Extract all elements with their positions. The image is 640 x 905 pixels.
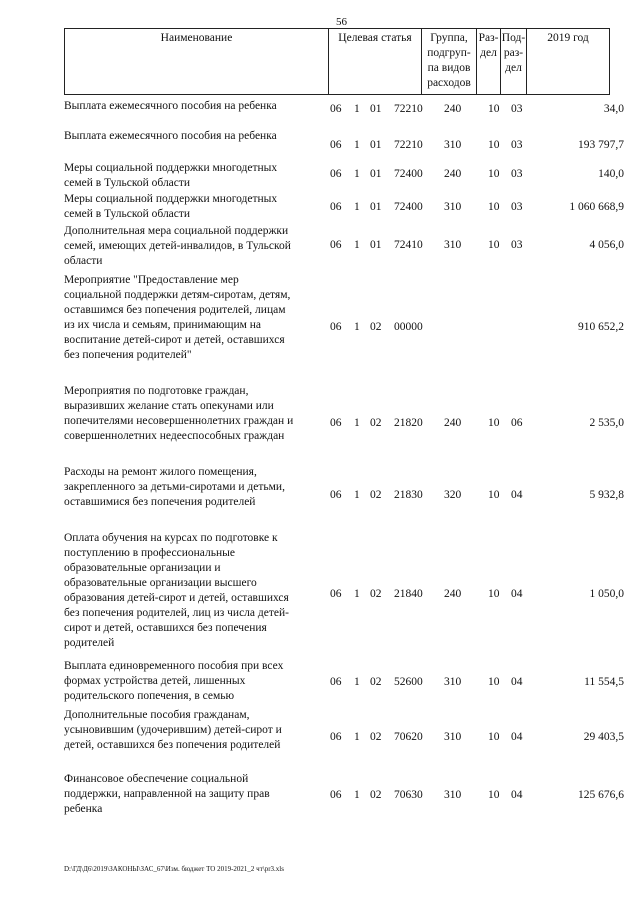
header-section: Раз- дел bbox=[477, 29, 501, 95]
header-subsection: Под- раз- дел bbox=[501, 29, 527, 95]
file-path-footer: D:\ГД\Д6\2019\ЗАКОНЫ\ЗАС_67\Изм. бюджет ТО 2019-2021_2 чт\pr3.xls bbox=[64, 865, 284, 873]
page-number: 56 bbox=[336, 16, 347, 28]
header-year: 2019 год bbox=[527, 29, 610, 95]
header-target: Целевая статья bbox=[329, 29, 422, 95]
header-group: Группа, подгруп- па видов расходов bbox=[422, 29, 477, 95]
header-name: Наименование bbox=[65, 29, 329, 95]
table-body: Выплата ежемесячного пособия на ребенка 06 1 01 72210 240 10 03 34,0 Выплата ежемесячного пособия на ребенка 06 1 01 72210 310 10 03 193 797,7 Меры социальной поддержки многодетных семей в Тульской области 06 1 01 72400 240 10 03 140,0 Меры социальной поддержки многодетных семей в Тульской области 06 1 01 72400 310 10 03 1 060 668,9 Дополнительная мера социальной поддержки семей, имеющих детей-инвалидов, в Тульской области 06 1 01 72410 310 10 03 4 056,0 Мероприятие "Предоставление мер социальной поддержки детям-сиротам, детям, оставшимся без попечения родителей, лицам из их числа и семьям, принимающим на воспитание детей-сирот и детей, оставшихся без попечения родителей" 06 1 02 00000 910 652,2 Мероприятия по подготовке граждан, выразивших желание стать опекунами или попечителями несовершеннолетних граждан и совершеннолетних недееспособных граждан 06 1 02 21820 240 10 06 2 535,0 Расходы на ремонт жилого помещения, закрепленного за детьми-сиротами и детьми, оставшимися без попечения родителей 06 1 02 21830 320 10 04 5 932,8 Оплата обучения на курсах по подготовке к поступлению в профессиональные образовательные организации и образовательные организации высшего образования детей-сирот и детей, оставшихся без попечения родителей, лиц из числа детей- сирот и детей, оставшихся без попечения родителей 06 1 02 21840 240 10 04 1 050,0 Выплата единовременного пособия при всех формах устройства детей, лишенных родительского попечения, в семью 06 1 02 52600 310 10 04 11 554,5 Дополнительные пособия гражданам, усыновившим (удочерившим) детей-сирот и детей, оставшихся без попечения родителей 06 1 02 70620 310 10 04 29 403,5 Финансовое обеспечение социальной поддержки, направленной на защиту прав ребенка 06 1 02 70630 310 10 04 125 676,6 bbox=[64, 100, 624, 815]
